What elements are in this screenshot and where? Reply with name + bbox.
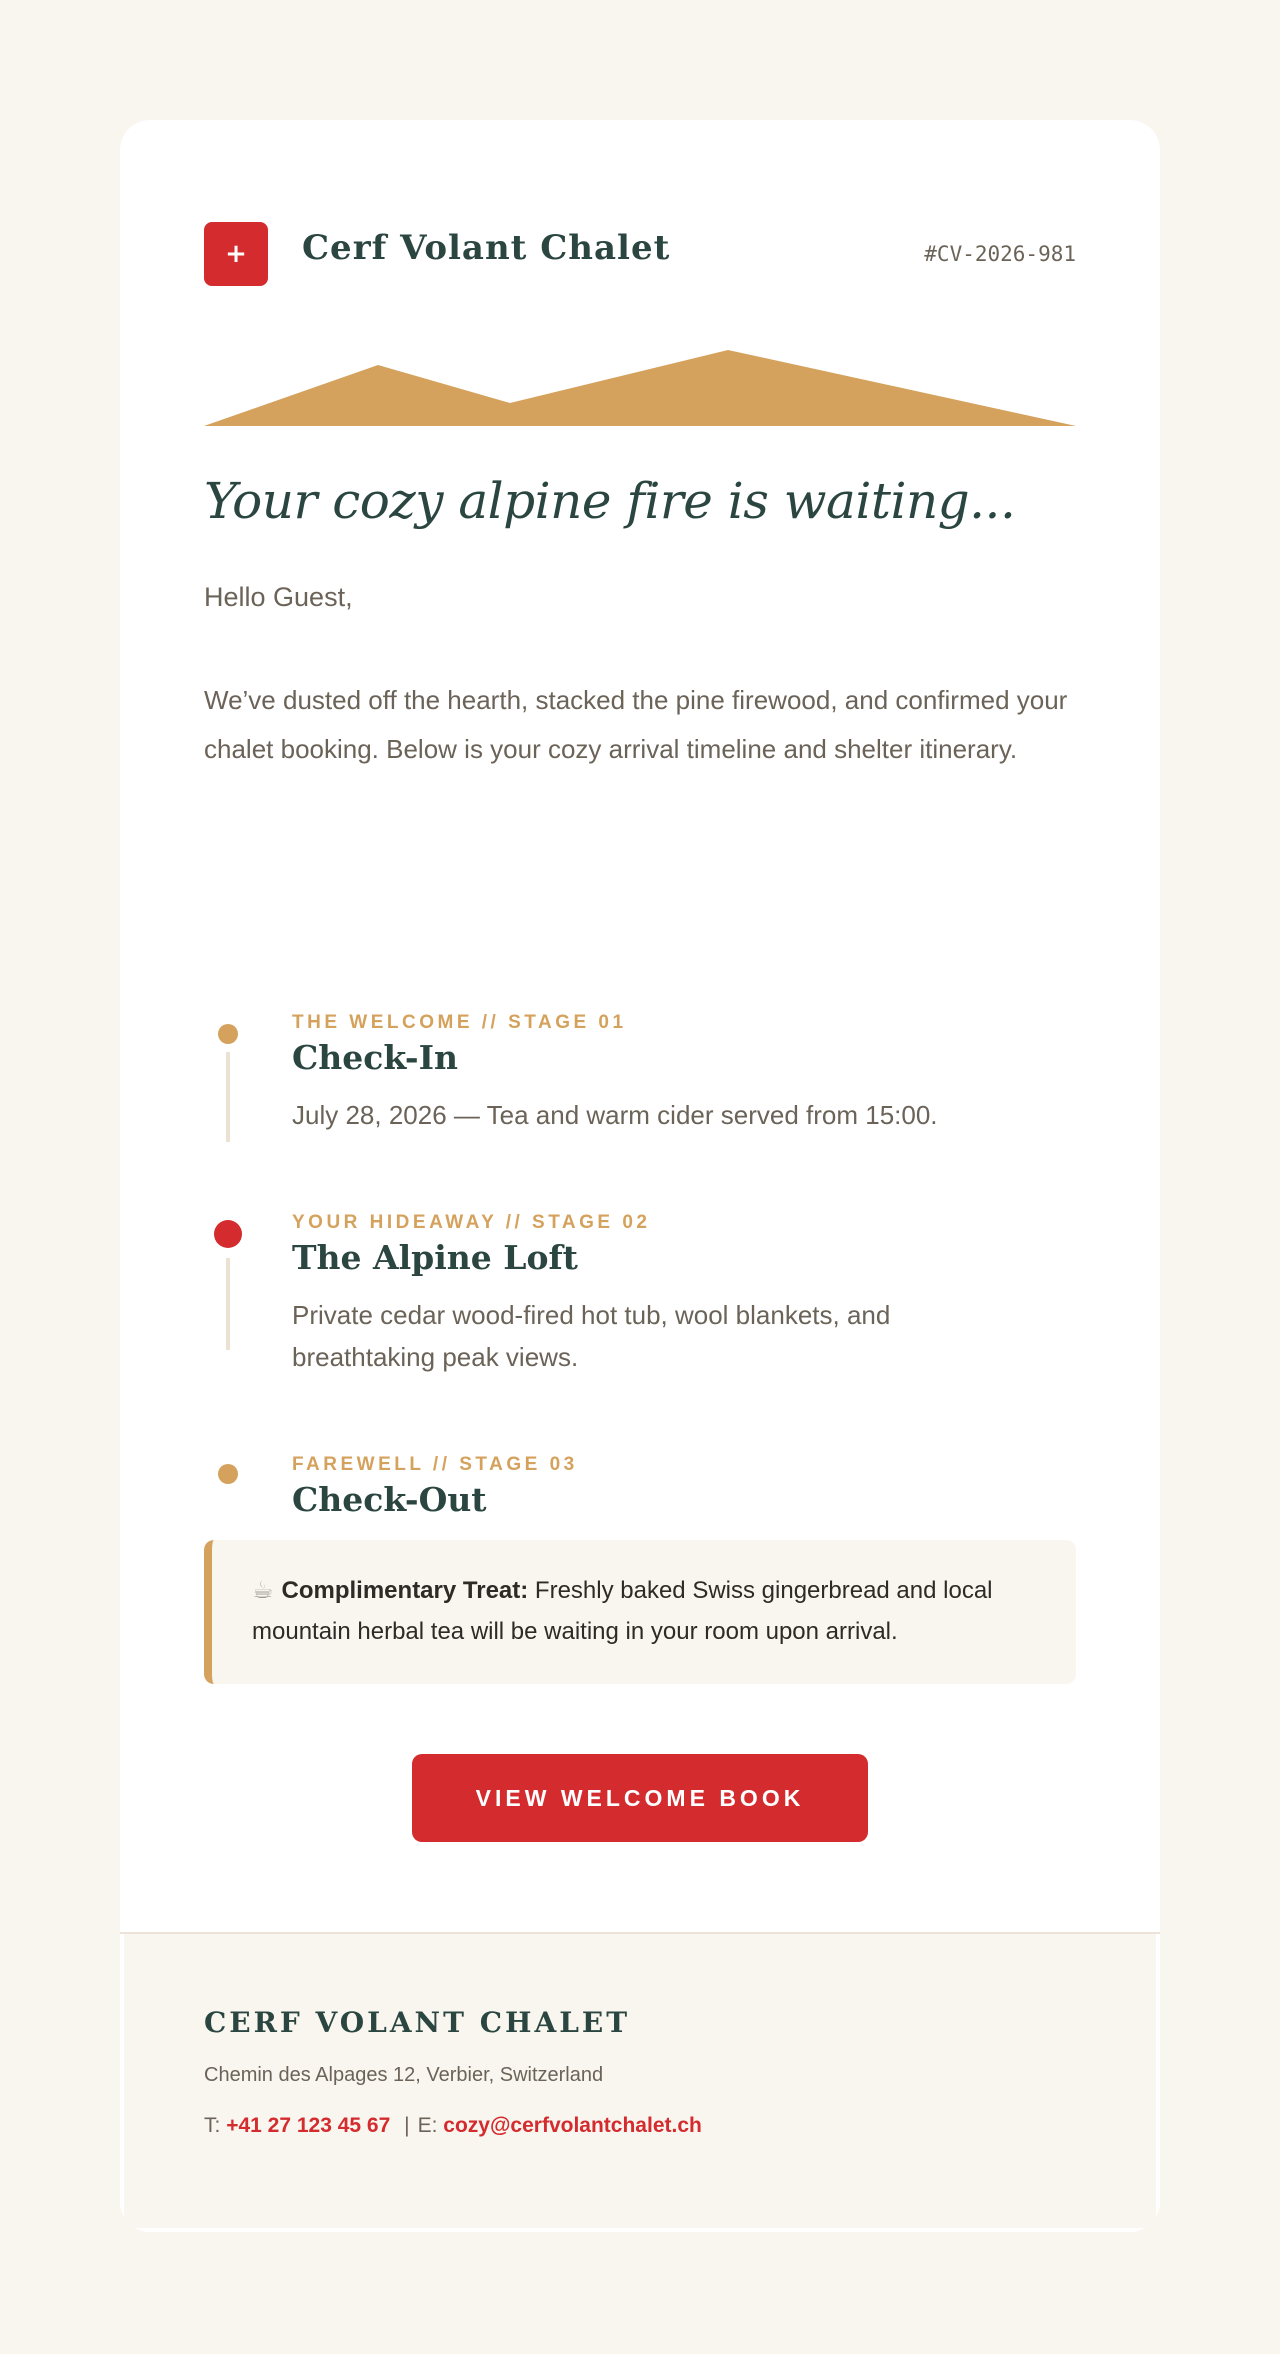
phone-prefix: T: (204, 2114, 221, 2137)
brand-name: Cerf Volant Chalet (302, 228, 671, 268)
stage-kicker: FAREWELL // STAGE 03 (292, 1454, 578, 1475)
email-card (120, 120, 1160, 2232)
footer-address: Chemin des Alpages 12, Verbier, Switzerland (204, 2064, 604, 2086)
footer-brand-name: CERF VOLANT CHALET (204, 2006, 631, 2039)
stage-title: The Alpine Loft (292, 1238, 578, 1277)
stage-description: Private cedar wood-fired hot tub, wool blankets, and breathtaking peak views. (292, 1300, 891, 1372)
hero-headline: Your cozy alpine fire is waiting... (204, 472, 1016, 530)
mountain-illustration (204, 350, 1076, 426)
email-prefix: E: (417, 2114, 438, 2137)
phone-link[interactable]: +41 27 123 45 67 (226, 2114, 391, 2137)
greeting-text: Hello Guest, (204, 582, 353, 612)
treat-text: Freshly baked Swiss gingerbread and local mountain herbal tea will be waiting in your room upon arrival. (252, 1577, 993, 1645)
stage-title: Check-Out (292, 1480, 487, 1519)
email-footer (120, 1932, 1160, 2232)
booking-reference: #CV-2026-981 (924, 242, 1076, 266)
email-link[interactable]: cozy@cerfvolantchalet.ch (443, 2114, 702, 2137)
footer-contact (204, 2114, 702, 2138)
timeline-dot (218, 1024, 238, 1044)
stage-kicker: YOUR HIDEAWAY // STAGE 02 (292, 1212, 651, 1233)
email-header (204, 222, 1076, 286)
mountain-range-shape (204, 350, 1076, 426)
timeline-connector (226, 1052, 230, 1142)
timeline-dot (218, 1464, 238, 1484)
stage-description: July 28, 2026 — Tea and warm cider served from 15:00. (292, 1100, 938, 1130)
treat-label: Complimentary Treat: (281, 1577, 529, 1604)
hot-beverage-icon: ☕ (252, 1576, 274, 1604)
timeline-connector (226, 1258, 230, 1350)
view-welcome-book-button[interactable]: VIEW WELCOME BOOK (412, 1754, 868, 1842)
timeline-dot-active (214, 1220, 242, 1248)
intro-paragraph: We’ve dusted off the hearth, stacked the pine firewood, and confirmed your chalet booking. Below is your cozy arrival timeline and shelter itinerary. (204, 685, 1068, 764)
contact-separator: | (404, 2114, 410, 2137)
brand-logo: + (204, 222, 268, 286)
stage-title: Check-In (292, 1038, 458, 1077)
complimentary-treat-callout (204, 1540, 1076, 1684)
stage-kicker: THE WELCOME // STAGE 01 (292, 1012, 627, 1033)
